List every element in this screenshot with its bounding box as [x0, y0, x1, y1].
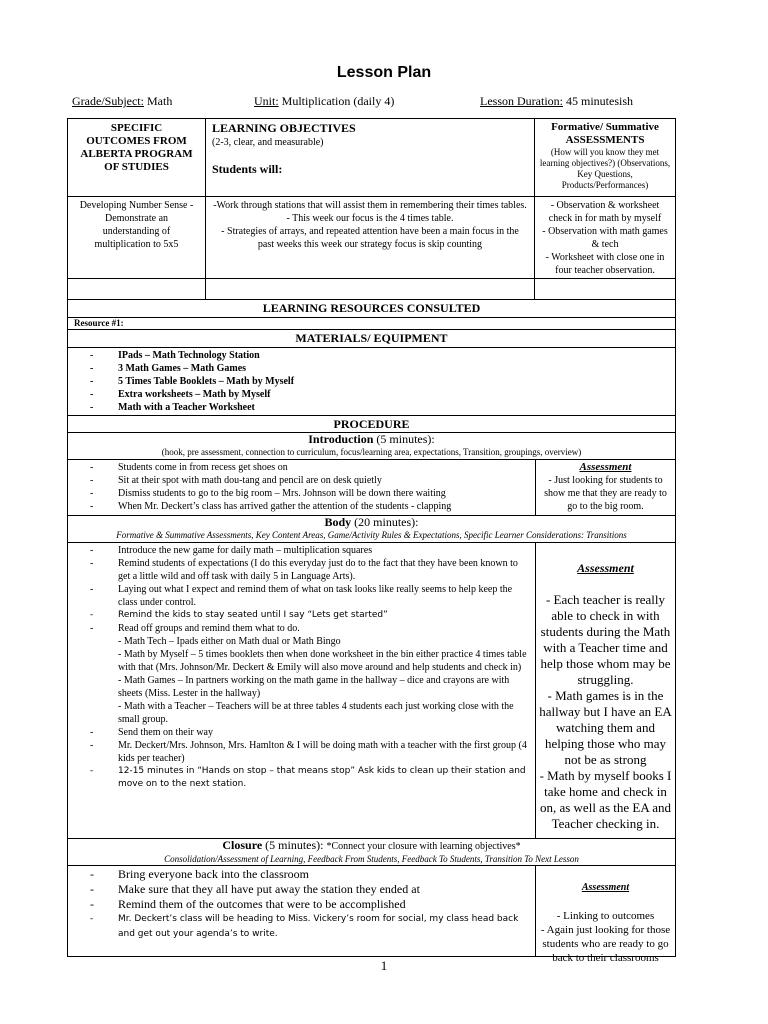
procedure-step: - Remind them of the outcomes that were to be accomplished	[68, 897, 531, 912]
objectives-subtitle: (2-3, clear, and measurable)	[212, 137, 324, 148]
material-item: - Extra worksheets – Math by Myself	[68, 388, 675, 401]
procedure-step: - Math by Myself – 5 times booklets then when done worksheet in the bin either practice 4 times table with that (Mrs. Johnson/Mr. Deckert & Emily will also move around and help students and check in)	[118, 649, 527, 673]
grade-label: Grade/Subject:	[72, 94, 144, 108]
duration-label: Lesson Duration:	[480, 94, 563, 108]
body-time: (20 minutes):	[351, 515, 419, 529]
closure-subtitle: Consolidation/Assessment of Learning, Feedback From Students, Feedback To Students, Transition To Next Lesson	[164, 854, 579, 864]
intro-step: - Sit at their spot with math dou-tang and pencil are on desk quietly	[68, 474, 535, 487]
outcome-cell: Developing Number Sense - Demonstrate an understanding of multiplication to 5x5	[67, 196, 206, 279]
assess-title-2: ASSESSMENTS	[565, 134, 645, 146]
body-assessment	[535, 542, 676, 839]
objective-1: -Work through stations that will assist them in remembering their times tables.	[213, 200, 527, 211]
students-will: Students will:	[212, 162, 283, 176]
grade-subject	[72, 94, 172, 109]
objectives-header	[205, 118, 535, 197]
procedure-step: - Make sure that they all have put away the station they ended at	[68, 882, 531, 897]
procedure-step: - Math with a Teacher – Teachers will be at three tables 4 students each just working close with the small group.	[118, 701, 514, 725]
duration-value: 45 minutesish	[566, 94, 634, 108]
assessment-cell	[534, 196, 676, 279]
body-steps-box	[67, 542, 536, 839]
intro-label: Introduction	[308, 432, 374, 446]
material-item: - Math with a Teacher Worksheet	[68, 401, 675, 414]
intro-assessment-text: - Just looking for students to show me that they are ready to go to the big room.	[544, 475, 667, 512]
closure-time: (5 minutes):	[262, 838, 324, 852]
procedure-step: - Math Tech – Ipads either on Math dual or Math Bingo	[118, 636, 341, 647]
procedure-step: - Laying out what I expect and remind them of what on task looks like really seems to help keep the class under control.	[68, 583, 531, 609]
outcomes-header: SPECIFIC OUTCOMES FROM ALBERTA PROGRAM OF STUDIES	[67, 118, 206, 197]
body-assessment-heading: Assessment	[577, 561, 634, 575]
closure-steps	[68, 867, 531, 942]
objective-3: - Strategies of arrays, and repeated attention have been a main focus in the past weeks this week our strategy focus is skip counting	[221, 226, 519, 250]
assessment-1: - Observation & worksheet check in for math by myself	[548, 200, 662, 224]
body-subtitle: Formative & Summative Assessments, Key Content Areas, Game/Activity Rules & Expectations, Specific Learner Considerations: Transitions	[116, 530, 627, 540]
closure-label: Closure	[222, 838, 263, 852]
lesson-duration	[480, 94, 633, 109]
objective-2: - This week our focus is the 4 times table.	[286, 213, 454, 224]
material-item: - 3 Math Games – Math Games	[68, 362, 675, 375]
intro-time: (5 minutes):	[373, 432, 435, 446]
resources-title: LEARNING RESOURCES CONSULTED	[67, 299, 676, 318]
body-label: Body	[324, 515, 352, 529]
closure-assessment-text: - Linking to outcomes - Again just looking for those students who are ready to go back to their classrooms	[540, 910, 671, 964]
materials-list-box	[67, 347, 676, 416]
closure-steps-box	[67, 865, 536, 957]
intro-step: - Dismiss students to go to the big room – Mrs. Johnson will be down there waiting	[68, 487, 535, 500]
assess-subtitle: (How will you know they met learning objectives?) (Observations, Key Questions, Products/Performances)	[539, 147, 671, 190]
empty-cell-3	[534, 278, 676, 300]
procedure-step: - Remind students of expectations (I do this everyday just do to the fact that they have been known to get a little wild and off task with daily 5 in Language Arts).	[68, 557, 531, 583]
introduction-header	[67, 432, 676, 460]
unit-label: Unit:	[254, 94, 279, 108]
intro-assessment-heading: Assessment	[579, 461, 632, 473]
body-assessment-text: - Each teacher is really able to check in with students during the Math with a Teacher time and help those whom may be struggling. - Math games is in the hallway but I have an EA watching them and helping those who may not be as strong - Math by myself books I take home and check in on, as well as the EA and Teacher checking in.	[539, 592, 672, 831]
page-title: Lesson Plan	[336, 64, 432, 81]
assessment-3: - Worksheet with close one in four teacher observation.	[545, 252, 665, 276]
intro-steps	[68, 461, 535, 513]
empty-cell-1	[67, 278, 206, 300]
intro-subtitle: (hook, pre assessment, connection to curriculum, focus/learning area, expectations, Transition, groupings, overview)	[161, 447, 582, 457]
material-item: - 5 Times Table Booklets – Math by Myself	[68, 375, 675, 388]
material-item: - IPads – Math Technology Station	[68, 349, 675, 362]
assessments-header	[534, 118, 676, 197]
unit-value: Multiplication (daily 4)	[281, 94, 395, 108]
procedure-title: PROCEDURE	[67, 415, 676, 433]
closure-assessment-heading: Assessment	[581, 882, 630, 893]
body-header	[67, 515, 676, 543]
page-number: 1	[380, 958, 388, 973]
closure-header	[67, 838, 676, 866]
intro-step: - Students come in from recess get shoes on	[68, 461, 535, 474]
procedure-step: - Mr. Deckert’s class will be heading to Miss. Vickery’s room for social, my class head back and get out your agenda’s to write.	[68, 912, 531, 942]
assessment-2: - Observation with math games & tech	[542, 226, 668, 250]
resource-1: Resource #1:	[67, 317, 676, 330]
intro-assessment	[535, 459, 676, 516]
procedure-step: - Remind the kids to stay seated until I say “Lets get started”	[68, 609, 531, 622]
objectives-title: LEARNING OBJECTIVES	[212, 121, 356, 135]
unit	[254, 94, 394, 109]
materials-title: MATERIALS/ EQUIPMENT	[67, 329, 676, 348]
empty-cell-2	[205, 278, 535, 300]
procedure-step: - Send them on their way	[68, 726, 531, 739]
procedure-step: - Introduce the new game for daily math – multiplication squares	[68, 544, 531, 557]
closure-assessment	[535, 865, 676, 964]
procedure-step: - 12-15 minutes in “Hands on stop – that means stop” Ask kids to clean up their station and move on to the next station.	[68, 765, 531, 791]
assess-title-1: Formative/ Summative	[551, 121, 659, 133]
materials-list	[68, 349, 675, 414]
objectives-cell	[205, 196, 535, 279]
procedure-step: - Mr. Deckert/Mrs. Johnson, Mrs. Hamlton & I will be doing math with a teacher with the first group (4 kids per teacher)	[68, 739, 531, 765]
closure-connect: *Connect your closure with learning objectives*	[326, 841, 521, 852]
procedure-step: - Bring everyone back into the classroom	[68, 867, 531, 882]
procedure-step: - Read off groups and remind them what to do.	[68, 622, 531, 635]
grade-value: Math	[146, 94, 173, 108]
body-steps	[68, 544, 531, 791]
procedure-step: - Math Games – In partners working on the math game in the hallway – dice and crayons are with sheets (Miss. Lester in the hallway)	[118, 675, 510, 699]
intro-steps-box	[67, 459, 536, 516]
intro-step: - When Mr. Deckert’s class has arrived gather the attention of the students - clapping	[68, 500, 535, 513]
